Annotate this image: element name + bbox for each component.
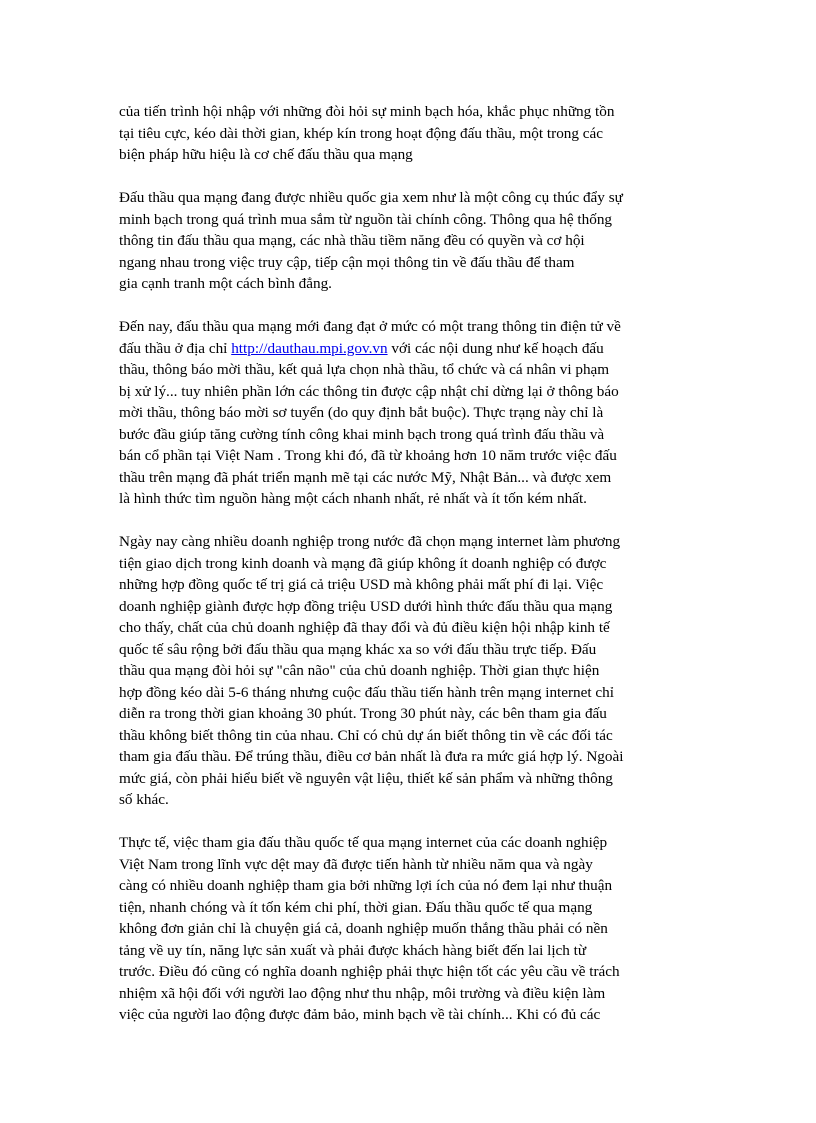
text-line: thầu qua mạng đòi hỏi sự "cân não" của chủ doanh nghiệp. Thời gian thực hiện [119, 662, 600, 679]
text-line: những hợp đồng quốc tế trị giá cả triệu USD mà không phải mất phí đi lại. Việc [119, 576, 604, 593]
text-line: nhiệm xã hội đối với người lao động như thu nhập, môi trường và điều kiện làm [119, 984, 606, 1002]
text-line: tảng về uy tín, năng lực sản xuất và phải được khách hàng biết đến lai lịch từ [119, 941, 587, 959]
text-after-link: với các nội dung như kế hoạch đấu [387, 339, 604, 357]
text-before-link: đấu thầu ở địa chỉ [119, 339, 232, 357]
paragraph-3 [119, 316, 719, 510]
text-line: biện pháp hữu hiệu là cơ chế đấu thầu qua mạng [119, 146, 413, 163]
text-line: tại tiêu cực, kéo dài thời gian, khép kín trong hoạt động đấu thầu, một trong các [119, 124, 603, 142]
text-line: thầu, thông báo mời thầu, kết quả lựa chọn nhà thầu, tổ chức và cá nhân vi phạm [119, 361, 610, 378]
text-line: càng có nhiều doanh nghiệp tham gia bởi những lợi ích của nó đem lại như thuận [119, 877, 613, 894]
text-line: bước đầu giúp tăng cường tính công khai minh bạch trong quá trình đấu thầu và [119, 425, 605, 443]
text-line: thông tin đấu thầu qua mạng, các nhà thầu tiềm năng đều có quyền và cơ hội [119, 232, 585, 249]
text-line: bán cổ phần tại Việt Nam . Trong khi đó, đã từ khoảng hơn 10 năm trước việc đấu [119, 447, 617, 464]
text-line: Ngày nay càng nhiều doanh nghiệp trong nước đã chọn mạng internet làm phương [119, 533, 621, 550]
text-line: trước. Điều đó cũng có nghĩa doanh nghiệp phải thực hiện tốt các yêu cầu về trách [119, 963, 620, 980]
paragraph-1 [119, 101, 719, 166]
paragraph-5 [119, 832, 719, 1026]
text-line: cho thấy, chất của chủ doanh nghiệp đã thay đổi và đủ điều kiện hội nhập kinh tế [119, 619, 610, 636]
text-line: bị xử lý... tuy nhiên phần lớn các thông tin được cập nhật chỉ dừng lại ở thông báo [119, 382, 619, 400]
text-line: mời thầu, thông báo mời sơ tuyển (do quy định bắt buộc). Thực trạng này chỉ là [119, 404, 604, 421]
text-line: của tiến trình hội nhập với những đòi hỏi sự minh bạch hóa, khắc phục những tồn [119, 103, 615, 120]
text-line: Việt Nam trong lĩnh vực dệt may đã được tiến hành từ nhiều năm qua và ngày [119, 855, 593, 873]
document-page [119, 101, 719, 1047]
paragraph-4 [119, 531, 719, 811]
text-line: không đơn giản chỉ là chuyện giá cả, doanh nghiệp muốn thắng thầu phải có nền [119, 920, 608, 937]
text-line: tiện giao dịch trong kinh doanh và mạng đã giúp không ít doanh nghiệp có được [119, 554, 607, 572]
text-line: hợp đồng kéo dài 5-6 tháng nhưng cuộc đấu thầu tiến hành trên mạng internet chỉ [119, 683, 614, 701]
dauthau-link[interactable]: http://dauthau.mpi.gov.vn [231, 339, 388, 357]
text-line: là hình thức tìm nguồn hàng một cách nhanh nhất, rẻ nhất và ít tốn kém nhất. [119, 490, 587, 507]
text-line: gia cạnh tranh một cách bình đẳng. [119, 275, 332, 292]
text-line: minh bạch trong quá trình mua sắm từ nguồn tài chính công. Thông qua hệ thống [119, 210, 613, 228]
text-line: Thực tế, việc tham gia đấu thầu quốc tế qua mạng internet của các doanh nghiệp [119, 834, 608, 851]
text-line: ngang nhau trong việc truy cập, tiếp cận mọi thông tin về đấu thầu để tham [119, 253, 575, 271]
text-line: tham gia đấu thầu. Để trúng thầu, điều cơ bản nhất là đưa ra mức giá hợp lý. Ngoài [119, 748, 624, 765]
text-line: số khác. [119, 791, 169, 808]
text-line: tiện, nhanh chóng và ít tốn kém chi phí, thời gian. Đấu thầu quốc tế qua mạng [119, 898, 593, 916]
paragraph-2 [119, 187, 719, 295]
text-line: Đấu thầu qua mạng đang được nhiều quốc gia xem như là một công cụ thúc đẩy sự [119, 189, 623, 206]
text-line: thầu không biết thông tin của nhau. Chỉ có chủ dự án biết thông tin về các đối tác [119, 726, 613, 744]
text-line: doanh nghiệp giành được hợp đồng triệu USD dưới hình thức đấu thầu qua mạng [119, 597, 613, 615]
text-line: Đến nay, đấu thầu qua mạng mới đang đạt ở mức có một trang thông tin điện tử về [119, 318, 621, 335]
text-line: diễn ra trong thời gian khoảng 30 phút. Trong 30 phút này, các bên tham gia đấu [119, 705, 607, 722]
text-line: thầu trên mạng đã phát triển mạnh mẽ tại các nước Mỹ, Nhật Bản... và được xem [119, 468, 612, 486]
text-line: quốc tế sâu rộng bởi đấu thầu qua mạng khác xa so với đấu thầu trực tiếp. Đấu [119, 640, 597, 658]
text-line-with-link [119, 338, 719, 360]
text-line: việc của người lao động được đảm bảo, minh bạch về tài chính... Khi có đủ các [119, 1006, 601, 1023]
text-line: mức giá, còn phải hiểu biết về nguyên vật liệu, thiết kế sản phẩm và những thông [119, 769, 613, 787]
